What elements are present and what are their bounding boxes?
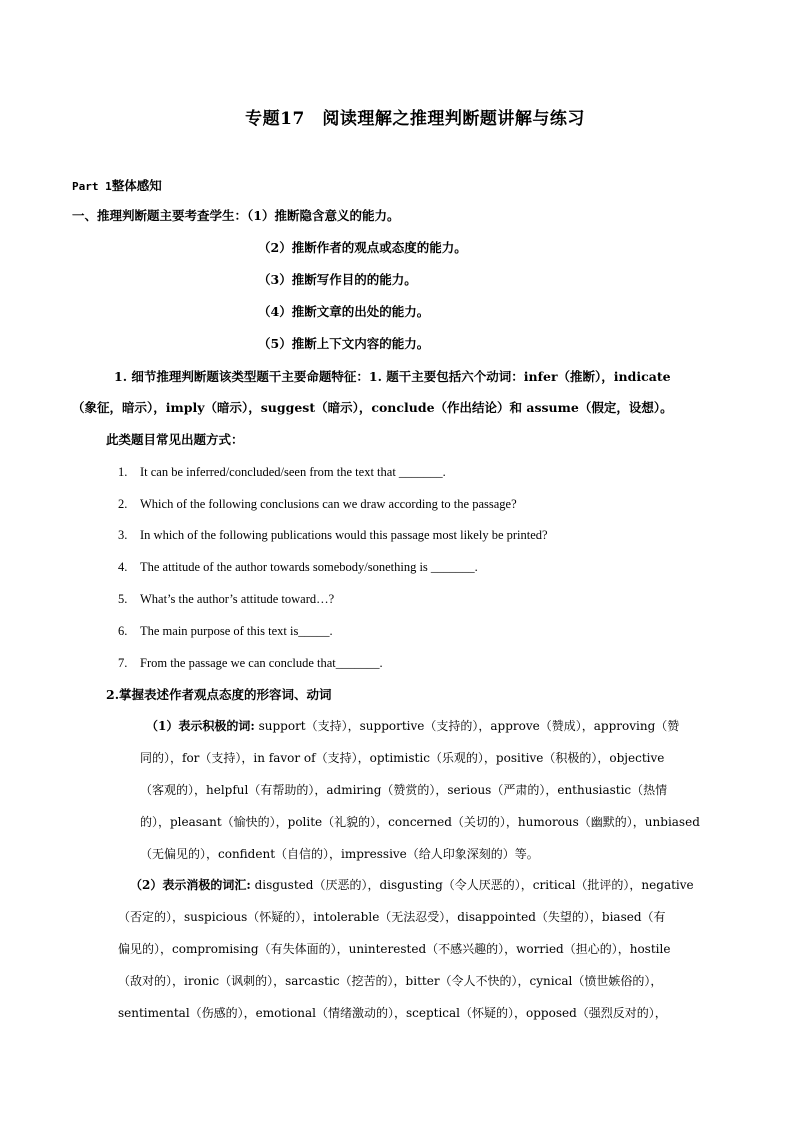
- section2-heading: 2.掌握表述作者观点态度的形容词、动词: [106, 687, 332, 702]
- ability-item: （3）推断写作目的的能力。: [258, 272, 417, 287]
- section1-intro: 一、推理判断题主要考查学生：（1）推断隐含意义的能力。: [72, 208, 400, 223]
- question-item: 5. What’s the author’s attitude toward…?: [118, 592, 335, 606]
- part-heading: [72, 178, 162, 195]
- page-title: 专题17 阅读理解之推理判断题讲解与练习: [245, 109, 585, 129]
- positive-line: （无偏见的），confident（自信的），impressive（给人印象深刻的）等。: [140, 847, 539, 861]
- question-item: 4. The attitude of the author towards somebody/sonething is _______.: [118, 560, 478, 574]
- ability-item: （5）推断上下文内容的能力。: [258, 336, 430, 351]
- detail-line-1: 1. 细节推理判断题该类型题干主要命题特征：1. 题干主要包括六个动词：infer（推断），indicate: [114, 369, 671, 384]
- detail-line-2: （象征，暗示），imply（暗示），suggest（暗示），conclude（作出结论）和 assume（假定，设想）。: [72, 400, 673, 415]
- part-label: 整体感知: [111, 178, 162, 193]
- question-item: 1. It can be inferred/concluded/seen from the text that _______.: [118, 465, 446, 479]
- ability-item: （2）推断作者的观点或态度的能力。: [258, 240, 467, 255]
- question-item: 7. From the passage we can conclude that_______.: [118, 656, 383, 670]
- negative-line: sentimental（伤感的），emotional（情绪激动的），sceptical（怀疑的），opposed（强烈反对的），: [118, 1006, 667, 1020]
- question-item: 3. In which of the following publications would this passage most likely be printed?: [118, 528, 548, 542]
- question-item: 6. The main purpose of this text is_____.: [118, 624, 333, 638]
- question-item: 2. Which of the following conclusions can we draw according to the passage?: [118, 497, 517, 511]
- part-prefix: Part 1: [72, 180, 112, 193]
- ability-item: （4）推断文章的出处的能力。: [258, 304, 430, 319]
- common-ways-heading: 此类题目常见出题方式：: [106, 432, 244, 447]
- negative-line: 偏见的），compromising（有失体面的），uninterested（不感兴趣的），worried（担心的），hostile: [118, 942, 671, 956]
- positive-line: 的），pleasant（愉快的），polite（礼貌的），concerned（关切的），humorous（幽默的），unbiased: [140, 815, 700, 829]
- negative-line: （2）表示消极的词汇: disgusted（厌恶的），disgusting（令人厌恶的），critical（批评的），negative: [130, 878, 694, 892]
- positive-line: （1）表示积极的词: support（支持），supportive（支持的），approve（赞成），approving（赞: [146, 719, 680, 733]
- positive-line: （客观的），helpful（有帮助的），admiring（赞赏的），serious（严肃的），enthusiastic（热情: [140, 783, 668, 797]
- positive-line: 同的），for（支持），in favor of（支持），optimistic（乐观的），positive（积极的），objective: [140, 751, 665, 765]
- negative-line: （敌对的），ironic（讽刺的），sarcastic（挖苦的），bitter（令人不快的），cynical（愤世嫉俗的），: [118, 974, 663, 988]
- positive-label: （1）表示积极的词:: [146, 719, 255, 733]
- negative-line: （否定的），suspicious（怀疑的），intolerable（无法忍受），disappointed（失望的），biased（有: [118, 910, 666, 924]
- negative-label: （2）表示消极的词汇:: [130, 878, 251, 892]
